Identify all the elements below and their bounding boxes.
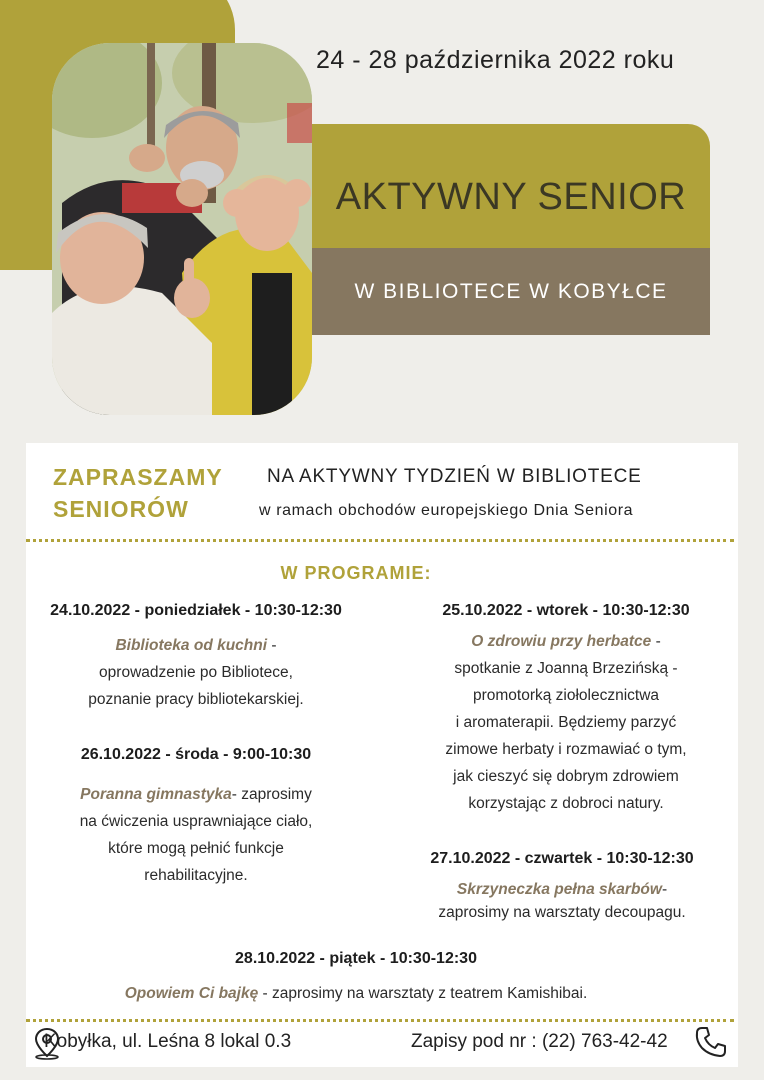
program-heading: W PROGRAMIE: xyxy=(280,563,432,583)
event-header: 24.10.2022 - poniedziałek - 10:30-12:30 xyxy=(50,602,342,619)
event-name-suffix: - xyxy=(661,881,668,898)
invitation-headline: NA AKTYWNY TYDZIEŃ W BIBLIOTECE xyxy=(267,466,642,487)
title-banner xyxy=(312,124,710,248)
invitation-line-2: SENIORÓW xyxy=(53,496,189,522)
program-card xyxy=(26,443,738,1067)
seniors-photo xyxy=(52,43,312,415)
footer-signup-phone: Zapisy pod nr : (22) 763-42-42 xyxy=(411,1031,668,1052)
event-name: Opowiem Ci bajkę xyxy=(124,985,259,1002)
event-line: i aromaterapii. Będziemy parzyć xyxy=(455,714,677,731)
event-header: 26.10.2022 - środa - 9:00-10:30 xyxy=(80,746,312,763)
event-monday xyxy=(26,597,366,713)
event-line: zaprosimy na warsztaty decoupagu. xyxy=(438,904,686,921)
event-line: rehabilitacyjne. xyxy=(144,867,248,884)
event-line: na ćwiczenia usprawniające ciało, xyxy=(79,813,313,830)
event-header: 25.10.2022 - wtorek - 10:30-12:30 xyxy=(442,602,690,619)
event-name: O zdrowiu przy herbatce xyxy=(471,633,652,650)
event-line: promotorką ziołolecznictwa xyxy=(472,687,660,704)
dotted-divider-top xyxy=(26,539,734,542)
event-line: jak cieszyć się dobrym zdrowiem xyxy=(453,768,679,785)
event-name: Skrzyneczka pełna skarbów xyxy=(456,881,662,898)
event-name: Biblioteka od kuchni xyxy=(115,637,268,654)
event-wednesday xyxy=(26,741,366,889)
event-line: korzystając z dobroci natury. xyxy=(468,795,664,812)
event-header: 27.10.2022 - czwartek - 10:30-12:30 xyxy=(430,850,694,867)
event-name-suffix: - xyxy=(651,633,661,650)
invitation-line-1: ZAPRASZAMY xyxy=(53,464,223,490)
event-line: zimowe herbaty i rozmawiać o tym, xyxy=(445,741,687,758)
event-line: poznanie pracy bibliotekarskiej. xyxy=(88,691,304,708)
invitation-label xyxy=(53,461,223,525)
dotted-divider-bottom xyxy=(26,1019,734,1022)
subtitle-banner xyxy=(312,248,710,335)
phone-icon xyxy=(694,1025,728,1059)
event-name-suffix: - xyxy=(267,637,277,654)
event-thursday xyxy=(392,845,732,924)
page-title: AKTYWNY SENIOR xyxy=(335,176,687,218)
page-subtitle: W BIBLIOTECE W KOBYŁCE xyxy=(354,280,668,303)
event-tuesday xyxy=(396,597,736,817)
event-line: oprowadzenie po Bibliotece, xyxy=(99,664,293,681)
footer-address: Kobyłka, ul. Leśna 8 lokal 0.3 xyxy=(44,1031,292,1052)
event-header: 28.10.2022 - piątek - 10:30-12:30 xyxy=(235,950,477,967)
event-friday xyxy=(26,945,686,1007)
event-name: Poranna gimnastyka xyxy=(80,786,232,803)
event-dates: 24 - 28 października 2022 roku xyxy=(316,46,675,74)
event-line: spotkanie z Joanną Brzezińską - xyxy=(454,660,678,677)
invitation-subline: w ramach obchodów europejskiego Dnia Seniora xyxy=(259,502,634,519)
event-name-suffix: - zaprosimy xyxy=(231,786,312,803)
event-name-suffix: - zaprosimy na warsztaty z teatrem Kamishibai. xyxy=(258,985,588,1002)
event-line: które mogą pełnić funkcje xyxy=(108,840,284,857)
